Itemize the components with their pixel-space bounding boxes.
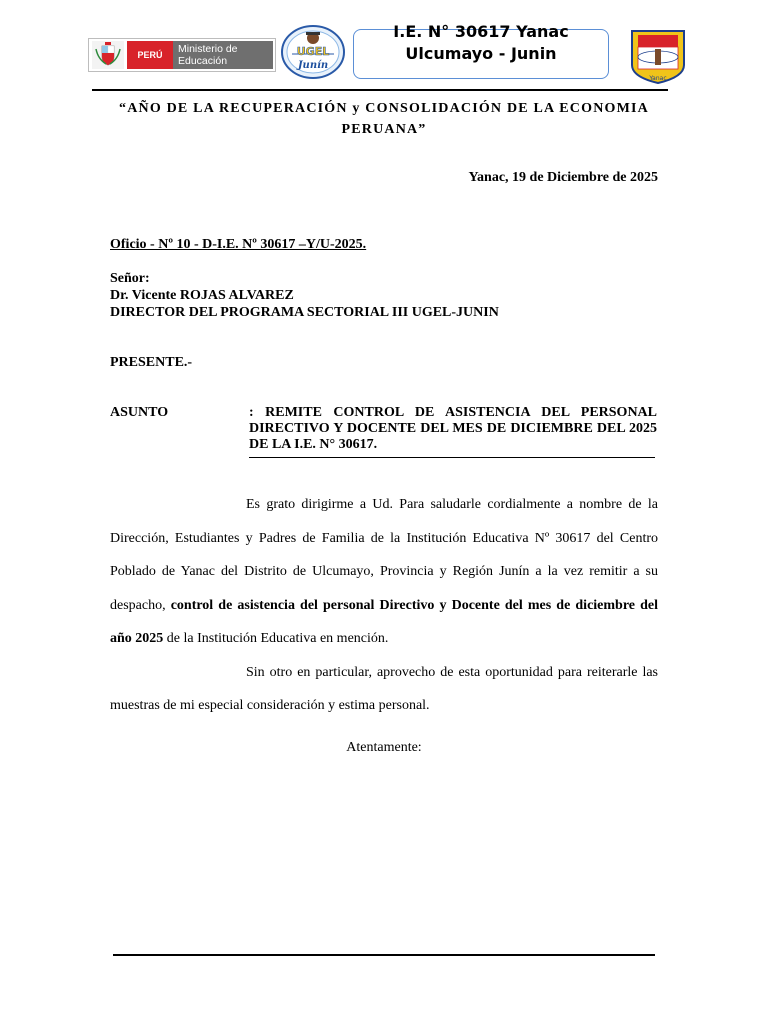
- asunto-label: ASUNTO: [110, 405, 169, 420]
- recipient-block: [110, 270, 499, 321]
- asunto-text: : REMITE CONTROL DE ASISTENCIA DEL PERSONAL DIRECTIVO Y DOCENTE DEL MES DE DICIEMBRE DEL 2025 DE LA I.E. N° 30617.: [249, 405, 657, 452]
- school-title-line1: I.E. N° 30617 Yanac: [393, 22, 569, 41]
- recipient-name: Dr. Vicente ROJAS ALVAREZ: [110, 288, 294, 303]
- peru-label: PERÚ: [127, 41, 173, 69]
- svg-text:UGEL: UGEL: [296, 45, 330, 58]
- presente-line: PRESENTE.-: [110, 355, 193, 370]
- oficio-number: Oficio - Nº 10 - D-I.E. Nº 30617 –Y/U-2025.: [110, 237, 367, 252]
- body-paragraph-1: [110, 488, 658, 656]
- asunto-underline: [249, 457, 655, 458]
- body-p1-bold: control de asistencia del personal Directivo y Docente del mes de diciembre del año 2025: [110, 597, 658, 646]
- ministry-name: Ministerio de Educación: [173, 41, 273, 69]
- body-p1-start: Es grato dirigirme a Ud. Para saludarle cordialmente a nombre de la Dirección, Estudiantes y Padres de Familia de la Institución Educativa Nº 30617 del Centro Poblado de Yanac del Distrito de Ulcumayo, Provincia y Región Junín a la vez remitir a su despacho,: [110, 497, 658, 613]
- body-paragraph-2: Sin otro en particular, aprovecho de esta oportunidad para reiterarle las muestras de mi especial consideración y estima personal.: [110, 664, 658, 713]
- date-line: Yanac, 19 de Diciembre de 2025: [468, 170, 658, 185]
- minedu-logo: [88, 38, 276, 72]
- svg-text:Junín: Junín: [297, 60, 329, 71]
- school-title-box: [353, 22, 609, 79]
- ugel-junin-logo: [280, 24, 346, 80]
- school-title-line2: Ulcumayo - Junin: [405, 44, 557, 63]
- closing: Atentamente:: [346, 740, 422, 755]
- year-motto: “AÑO DE LA RECUPERACIÓN y CONSOLIDACIÓN DE LA ECONOMIA PERUANA”: [119, 101, 649, 137]
- signature-line: [113, 954, 655, 956]
- badge-text: Yanac: [649, 75, 667, 82]
- letter-body: [110, 488, 658, 723]
- recipient-position: DIRECTOR DEL PROGRAMA SECTORIAL III UGEL-JUNIN: [110, 305, 499, 320]
- peru-coat-of-arms-icon: [92, 41, 124, 69]
- school-badge-logo: [628, 27, 688, 85]
- body-p1-end: de la Institución Educativa en mención.: [163, 631, 389, 646]
- header-divider: [92, 89, 668, 91]
- recipient-salutation: Señor:: [110, 271, 150, 286]
